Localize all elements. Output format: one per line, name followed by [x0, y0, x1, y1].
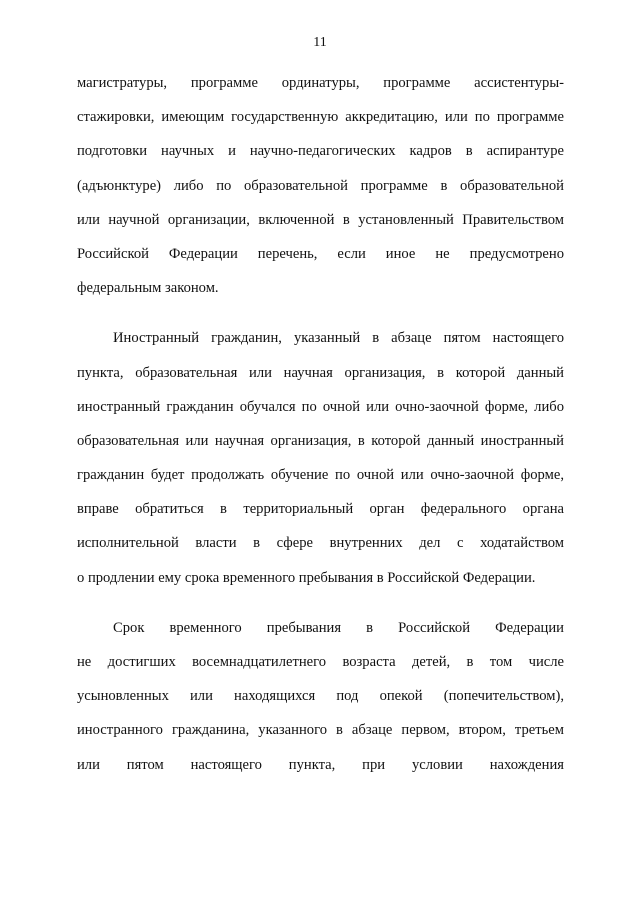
- text-line: гражданин будет продолжать обучение по очной или очно-заочной форме,: [77, 467, 564, 484]
- paragraph: [77, 611, 564, 782]
- text-line: не достигших восемнадцатилетнего возраста детей, в том числе: [77, 654, 564, 670]
- document-body: [77, 66, 564, 782]
- paragraph-gap: [77, 305, 564, 321]
- text-line: магистратуры, программе ординатуры, программе ассистентуры-: [77, 75, 564, 91]
- text-line: или пятом настоящего пункта, при условии нахождения: [77, 756, 564, 773]
- paragraph-gap: [77, 595, 564, 611]
- paragraph: [77, 66, 564, 305]
- text-line: стажировки, имеющим государственную аккредитацию, или по программе: [77, 109, 564, 126]
- text-line: вправе обратиться в территориальный орган федерального органа: [77, 501, 564, 518]
- text-line: пункта, образовательная или научная организация, в которой данный: [77, 364, 564, 381]
- text-line: исполнительной власти в сфере внутренних дел с ходатайством: [77, 535, 564, 552]
- text-line: усыновленных или находящихся под опекой (попечительством),: [77, 688, 564, 705]
- text-line: образовательная или научная организация, в которой данный иностранный: [77, 432, 564, 449]
- text-line: (адъюнктуре) либо по образовательной программе в образовательной: [77, 177, 564, 194]
- text-line: подготовки научных и научно-педагогических кадров в аспирантуре: [77, 143, 564, 160]
- text-line: Иностранный гражданин, указанный в абзаце пятом настоящего: [113, 330, 564, 347]
- page-number: 11: [313, 35, 327, 50]
- text-line: или научной организации, включенной в установленный Правительством: [77, 211, 564, 228]
- text-line: о продлении ему срока временного пребывания в Российской Федерации.: [77, 569, 536, 586]
- text-line: иностранного гражданина, указанного в абзаце первом, втором, третьем: [77, 722, 564, 739]
- text-line: Срок временного пребывания в Российской Федерации: [113, 619, 564, 636]
- text-line: Российской Федерации перечень, если иное не предусмотрено: [77, 245, 564, 262]
- paragraph: [77, 321, 564, 595]
- text-line: иностранный гражданин обучался по очной или очно-заочной форме, либо: [77, 398, 564, 415]
- text-line: федеральным законом.: [77, 280, 219, 297]
